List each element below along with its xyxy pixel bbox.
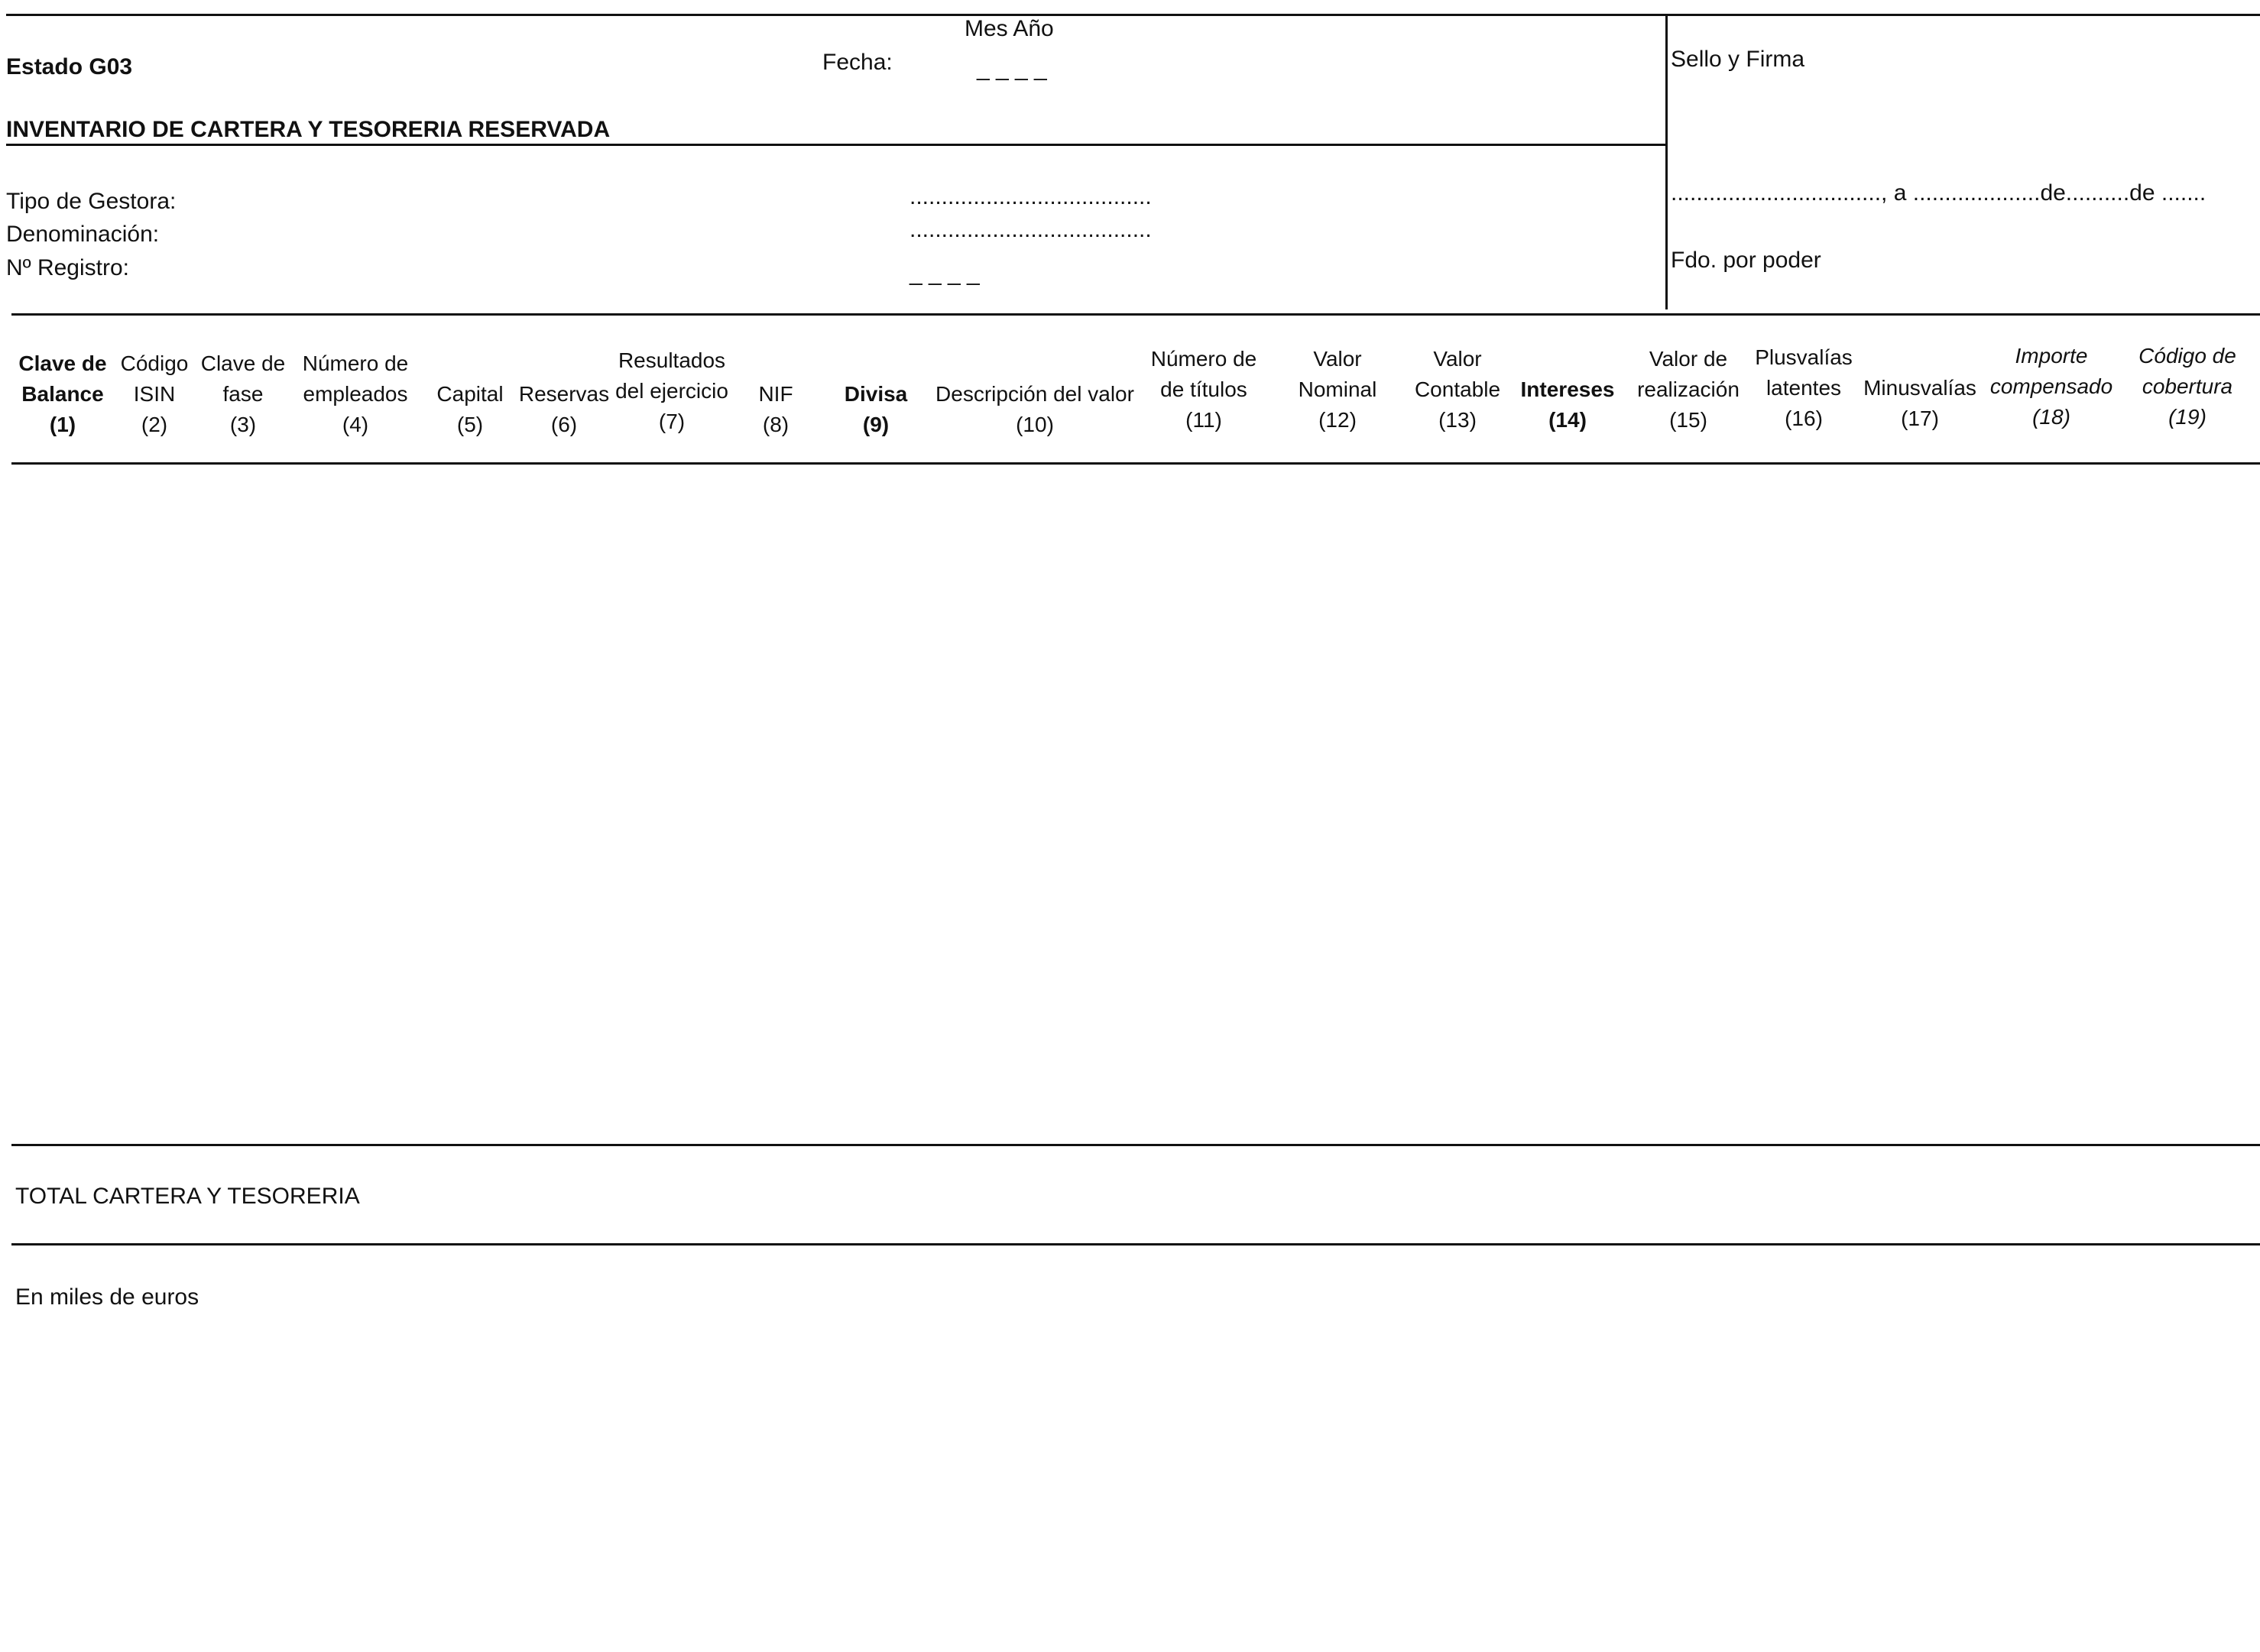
column-header-line: Importe xyxy=(2015,344,2088,368)
column-header-line: Número de xyxy=(1150,347,1257,371)
page-title: INVENTARIO DE CARTERA Y TESORERIA RESERVADA xyxy=(6,117,611,142)
column-header-number: (5) xyxy=(456,413,484,436)
column-header-number: (2) xyxy=(141,413,168,436)
column-header-number: (17) xyxy=(1901,407,1939,430)
fecha-field[interactable]: _ _ _ _ xyxy=(977,56,1047,81)
column-header-valor-nominal xyxy=(1292,344,1383,436)
column-header-clave-balance xyxy=(15,348,110,440)
column-header-line: de títulos xyxy=(1160,377,1247,401)
tipo-gestora-field[interactable]: ...................................... xyxy=(910,184,1152,209)
column-header-descripcion-valor xyxy=(928,348,1142,440)
column-header-line: empleados xyxy=(303,382,408,406)
column-header-codigo-cobertura xyxy=(2129,341,2245,432)
column-header-line: Intereses xyxy=(1520,377,1615,401)
column-header-line xyxy=(741,348,810,379)
column-header-line: Minusvalías xyxy=(1863,376,1976,400)
column-header-line: Divisa xyxy=(844,382,908,406)
column-header-line: cobertura xyxy=(2142,374,2233,398)
fecha-label: Fecha: xyxy=(822,50,893,75)
top-rule xyxy=(6,14,2260,16)
column-header-line: compensado xyxy=(1989,374,2113,398)
column-header-number: (19) xyxy=(2168,405,2206,429)
column-header-line: Nominal xyxy=(1298,377,1377,401)
column-header-line: NIF xyxy=(758,382,793,406)
column-header-number: (3) xyxy=(229,413,257,436)
total-cartera-label: TOTAL CARTERA Y TESORERIA xyxy=(15,1184,360,1209)
column-header-line: Reservas xyxy=(518,382,610,406)
column-header-line: Descripción del valor xyxy=(935,382,1134,406)
denominacion-label: Denominación: xyxy=(6,222,160,247)
column-header-line: ISIN xyxy=(133,382,176,406)
column-header-line: latentes xyxy=(1766,376,1842,400)
column-header-line: Balance xyxy=(21,382,104,406)
column-header-number: (11) xyxy=(1185,408,1222,432)
column-header-number: (10) xyxy=(1016,413,1054,436)
column-header-line xyxy=(928,348,1142,379)
column-header-line: realización xyxy=(1637,377,1740,401)
lugar-fecha-line[interactable]: ................................., a ....................de..........de ....... xyxy=(1671,180,2206,206)
column-header-number: (7) xyxy=(658,410,686,433)
column-header-line: Valor xyxy=(1313,347,1362,371)
column-header-line: Clave de xyxy=(200,351,286,375)
mes-ano-label: Mes Año xyxy=(965,16,1054,41)
column-header-number: (15) xyxy=(1669,408,1707,432)
total-top-rule xyxy=(11,1144,2260,1146)
column-header-importe-compensado xyxy=(1984,341,2119,432)
column-header-reservas xyxy=(514,348,614,440)
column-header-codigo-isin xyxy=(115,348,194,440)
column-header-valor-realizacion xyxy=(1631,344,1746,436)
registro-field[interactable]: _ _ _ _ xyxy=(910,261,980,286)
column-header-line: Código xyxy=(120,351,189,375)
column-header-line: Contable xyxy=(1414,377,1501,401)
column-header-line: Valor xyxy=(1433,347,1482,371)
denominacion-field[interactable]: ...................................... xyxy=(910,217,1152,242)
column-header-number: (16) xyxy=(1785,407,1823,430)
column-header-line: del ejercicio xyxy=(615,379,728,403)
column-header-valor-contable xyxy=(1408,344,1507,436)
units-note: En miles de euros xyxy=(15,1284,199,1310)
column-header-number: (9) xyxy=(862,413,890,436)
column-header-plusvalias-latentes xyxy=(1750,342,1857,434)
sello-firma-label: Sello y Firma xyxy=(1671,47,1805,72)
column-header-capital xyxy=(428,348,512,440)
column-header-intereses xyxy=(1518,344,1617,436)
title-rule xyxy=(6,144,1668,146)
column-header-line xyxy=(835,348,917,379)
fdo-por-poder-label: Fdo. por poder xyxy=(1671,248,1821,273)
column-header-nif xyxy=(741,348,810,440)
estado-code: Estado G03 xyxy=(6,54,133,79)
column-header-line: Número de xyxy=(302,351,409,375)
column-header-line: Resultados xyxy=(618,348,726,372)
column-header-bottom-rule xyxy=(11,462,2260,465)
column-header-line: Valor de xyxy=(1649,347,1728,371)
column-header-number: (14) xyxy=(1548,408,1587,432)
column-header-number: (18) xyxy=(2032,405,2070,429)
column-header-line xyxy=(428,348,512,379)
column-header-resultados-ejercicio xyxy=(610,345,734,437)
column-header-line: Capital xyxy=(436,382,504,406)
column-header-line xyxy=(1518,344,1617,374)
column-header-number: (8) xyxy=(762,413,790,436)
registro-label: Nº Registro: xyxy=(6,255,130,280)
column-header-line: Clave de xyxy=(18,351,107,375)
column-header-line: Código de xyxy=(2138,344,2236,368)
total-bottom-rule xyxy=(11,1243,2260,1245)
column-header-clave-fase xyxy=(196,348,290,440)
column-header-number: (1) xyxy=(49,413,76,436)
column-header-line: fase xyxy=(222,382,264,406)
column-header-line xyxy=(514,348,614,379)
column-header-number: (12) xyxy=(1318,408,1357,432)
column-header-line xyxy=(1859,342,1981,373)
column-header-line: Plusvalías xyxy=(1755,345,1853,369)
signature-divider xyxy=(1665,14,1668,309)
column-header-number: (6) xyxy=(550,413,578,436)
column-header-top-rule xyxy=(11,313,2260,316)
column-header-numero-titulos xyxy=(1146,344,1261,436)
column-header-numero-empleados xyxy=(298,348,413,440)
column-header-minusvalias xyxy=(1859,342,1981,434)
column-header-number: (4) xyxy=(342,413,369,436)
tipo-gestora-label: Tipo de Gestora: xyxy=(6,189,177,214)
column-header-number: (13) xyxy=(1438,408,1477,432)
column-header-divisa xyxy=(835,348,917,440)
